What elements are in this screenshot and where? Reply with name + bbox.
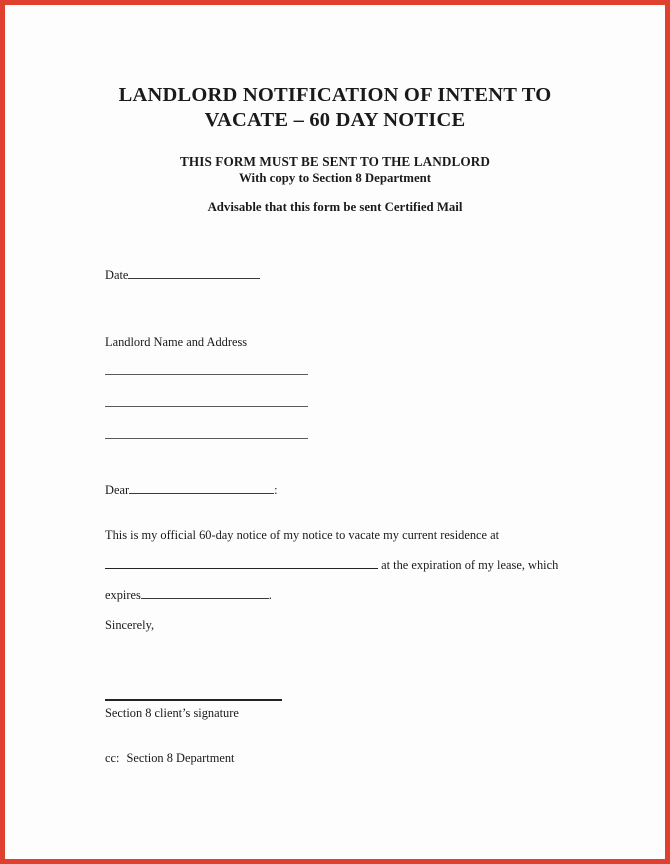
subtitle-line-1: THIS FORM MUST BE SENT TO THE LANDLORD: [179, 154, 490, 169]
notice-paragraph-second-line: [105, 557, 558, 574]
salutation-input[interactable]: [129, 483, 274, 494]
title-line-2: VACATE – 60 DAY NOTICE: [204, 109, 466, 131]
title-line-1: LANDLORD NOTIFICATION OF INTENT TO: [118, 84, 552, 106]
cc-recipient: Section 8 Department: [126, 751, 235, 765]
closing-salutation: Sincerely,: [105, 618, 155, 632]
salutation-label: Dear: [105, 483, 130, 497]
page-title: [5, 83, 665, 133]
expires-period: .: [268, 588, 272, 602]
address-line-2-input[interactable]: [105, 406, 308, 407]
notice-paragraph-lead: This is my official 60-day notice of my notice to vacate my current residence at: [105, 528, 500, 542]
address-line-1-input[interactable]: [105, 374, 308, 375]
notice-paragraph-tail: at the expiration of my lease, which: [378, 558, 559, 572]
expires-label: expires: [105, 588, 141, 602]
landlord-block-label: Landlord Name and Address: [105, 335, 248, 349]
date-input[interactable]: [128, 268, 260, 279]
paper-sheet: [5, 5, 665, 859]
date-label: Date: [105, 268, 129, 282]
lease-expiry-row: [105, 587, 272, 604]
residence-address-input[interactable]: [105, 558, 378, 569]
advisable-note: Advisable that this form be sent Certified Mail: [207, 200, 463, 214]
subtitle-line-2: With copy to Section 8 Department: [238, 171, 432, 185]
date-row: [105, 267, 260, 284]
document-title-block: [5, 83, 665, 133]
salutation-row: [105, 482, 278, 499]
signature-input[interactable]: [105, 699, 282, 701]
lease-expiry-input[interactable]: [141, 588, 269, 599]
cc-row: [105, 750, 235, 767]
signature-caption: Section 8 client’s signature: [105, 706, 239, 720]
subtitle-block: [5, 154, 665, 186]
address-line-3-input[interactable]: [105, 438, 308, 439]
salutation-punctuation: :: [274, 483, 278, 497]
cc-label: cc:: [105, 751, 120, 765]
